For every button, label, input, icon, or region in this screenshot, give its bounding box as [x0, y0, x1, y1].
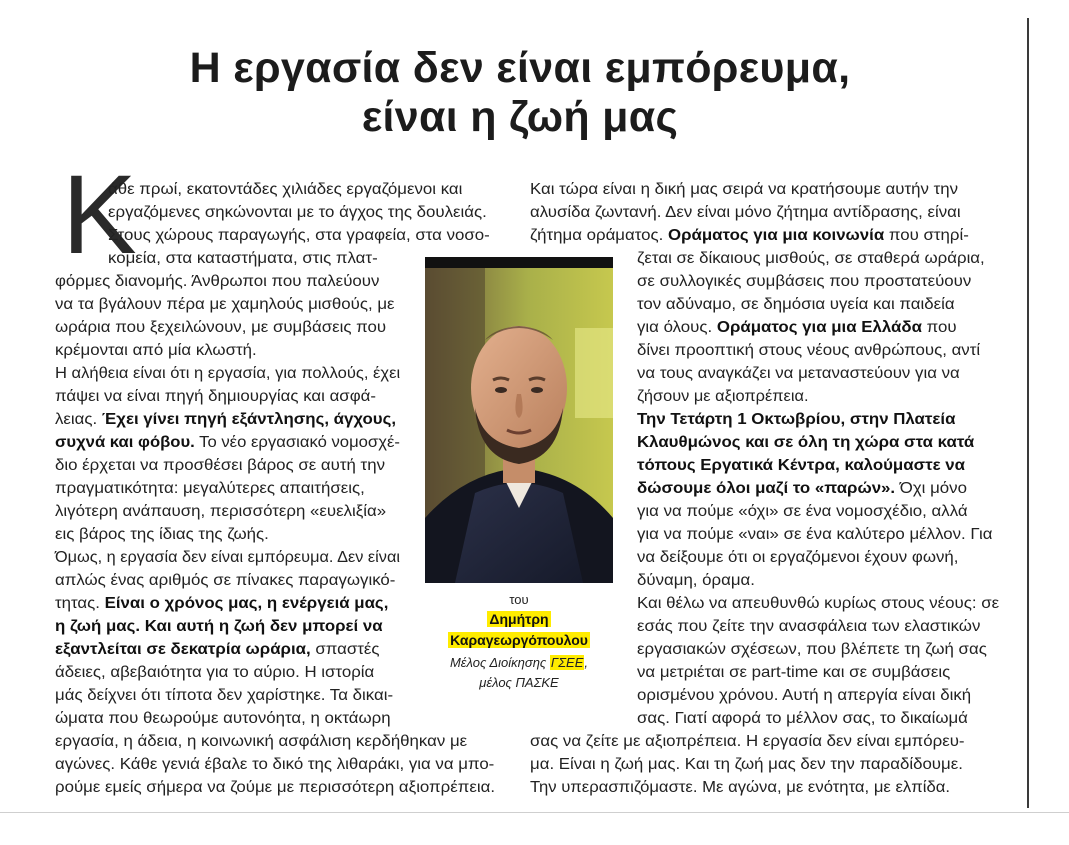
author-first-name: Δημήτρη	[489, 611, 549, 627]
text-line	[530, 226, 969, 246]
text-span: να τα βγάλουν πέρα με χαμηλούς μισθούς, με	[55, 296, 395, 313]
bold-text: Την Τετάρτη 1 Οκτωβρίου, στην Πλατεία	[637, 411, 956, 428]
text-line	[55, 755, 494, 775]
text-line	[55, 341, 257, 361]
bold-text: Κλαυθμώνος και σε όλη τη χώρα στα κατά	[637, 434, 975, 451]
text-line	[637, 318, 957, 338]
text-line	[637, 663, 950, 683]
author-role: Μέλος Διοίκησης ΓΣΕΕ,	[449, 655, 589, 670]
text-line	[637, 525, 992, 545]
text-line	[55, 617, 383, 637]
text-line	[108, 226, 490, 246]
text-span: Την υπερασπιζόμαστε. Με αγώνα, με ενότητα, με ελπίδα.	[530, 779, 950, 796]
text-line	[55, 433, 400, 453]
text-span: να τους αναγκάζει να μεταναστεύουν για να	[637, 365, 960, 382]
text-line	[55, 663, 374, 683]
author-affiliation: μέλος ΠΑΣΚΕ	[479, 675, 559, 690]
text-line	[55, 502, 386, 522]
text-line	[530, 755, 963, 775]
organization-name: ΓΣΕΕ	[550, 655, 584, 670]
text-line	[55, 571, 395, 591]
text-line	[55, 456, 385, 476]
text-span: για να πούμε «όχι» σε ένα νομοσχέδιο, αλλά	[637, 503, 968, 520]
text-line	[55, 295, 395, 315]
text-line	[55, 640, 380, 660]
text-span: Όχι μόνο	[895, 480, 967, 497]
headline-line-2: είναι η ζωή μας	[361, 93, 679, 141]
text-span: Και θέλω να απευθυνθώ κυρίως στους νέους: σε	[637, 595, 1000, 612]
bold-text: τόπους Εργατικά Κέντρα, καλούμαστε να	[637, 457, 966, 474]
text-span: μα. Είναι η ζωή μας. Και τη ζωή μας δεν την παραδίδουμε.	[530, 756, 963, 773]
text-span: σας. Γιατί αφορά το μέλλον σας, το δικαίωμά	[637, 710, 968, 727]
text-line	[55, 778, 495, 798]
text-span: εις βάρος της ίδιας της ζωής.	[55, 526, 269, 543]
text-line	[637, 594, 999, 614]
text-span: άθε πρωί, εκατοντάδες χιλιάδες εργαζόμενοι και	[108, 181, 463, 198]
text-span: που στηρί-	[884, 227, 969, 244]
text-line	[637, 272, 971, 292]
text-span: δίνει προοπτική στους νέους ανθρώπους, αντί	[637, 342, 981, 359]
text-line	[637, 249, 985, 269]
text-span: λειας.	[55, 411, 102, 428]
text-line	[637, 387, 808, 407]
text-line	[637, 640, 987, 660]
text-span: σας να ζείτε με αξιοπρέπεια. Η εργασία δεν είναι εμπόρευ-	[530, 733, 965, 750]
text-line	[55, 732, 467, 752]
headline-line-1: Η εργασία δεν είναι εμπόρευμα,	[189, 44, 851, 92]
text-line	[637, 456, 965, 476]
bold-text: Οράματος για μια κοινωνία	[668, 227, 885, 244]
text-span: πραγματικότητα: μεγαλύτερες απαιτήσεις,	[55, 480, 365, 497]
text-line	[55, 479, 365, 499]
article-headline	[40, 44, 1000, 142]
text-line	[530, 778, 950, 798]
text-line	[530, 732, 965, 752]
text-line	[55, 594, 388, 614]
text-span: τητας.	[55, 595, 105, 612]
text-line	[637, 686, 971, 706]
column-rule	[1027, 18, 1029, 808]
text-line	[637, 364, 960, 384]
author-photo	[425, 268, 613, 583]
text-line	[55, 709, 391, 729]
text-span: άδειες, αβεβαιότητα για το αύριο. Η ιστορία	[55, 664, 375, 681]
text-span: ρούμε εμείς σήμερα να ζούμε με περισσότερη αξιοπρέπεια.	[55, 779, 496, 796]
text-span: κομεία, στα καταστήματα, στις πλατ-	[108, 250, 378, 267]
page-bottom-rule	[0, 812, 1069, 813]
text-line	[108, 249, 378, 269]
text-line	[530, 203, 961, 223]
text-line	[637, 548, 958, 568]
text-span: να δείξουμε ότι οι εργαζόμενοι έχουν φωνή,	[637, 549, 959, 566]
text-line	[55, 686, 393, 706]
text-span: απλώς ένας αριθμός σε πίνακες παραγωγικό-	[55, 572, 396, 589]
text-span: σπαστές	[310, 641, 380, 658]
bold-text: η ζωή μας. Και αυτή η ζωή δεν μπορεί να	[55, 618, 383, 635]
drop-cap: Κ	[62, 152, 137, 277]
text-span: εργασιακών σχέσεων, που βλέπετε τη ζωή σας	[637, 641, 987, 658]
text-line	[55, 548, 400, 568]
text-span: Το νέο εργασιακό νομοσχέ-	[194, 434, 400, 451]
text-span: εργασία, η άδεια, η κοινωνική ασφάλιση κερδήθηκαν με	[55, 733, 468, 750]
text-span: για να πούμε «ναι» σε ένα καλύτερο μέλλον. Για	[637, 526, 993, 543]
text-span: πάψει να είναι πηγή δημιουργίας και ασφά-	[55, 388, 376, 405]
text-span: δύναμη, όραμα.	[637, 572, 755, 589]
text-line	[530, 180, 958, 200]
text-line	[55, 318, 386, 338]
text-line	[637, 709, 968, 729]
bold-text: εξαντλείται σε δεκατρία ωράρια,	[55, 641, 311, 658]
text-line	[637, 341, 980, 361]
text-span: τον αδύναμο, σε δημόσια υγεία και παιδεία	[637, 296, 955, 313]
text-span: λιγότερη ανάπαυση, περισσότερη «ευελιξία»	[55, 503, 387, 520]
text-span: που	[921, 319, 957, 336]
text-span: ζήτημα οράματος.	[530, 227, 669, 244]
bold-text: Είναι ο χρόνος μας, η ενέργειά μας,	[104, 595, 389, 612]
text-line	[55, 272, 379, 292]
text-span: ζεται σε δίκαιους μισθούς, σε σταθερά ωράρια,	[637, 250, 985, 267]
text-span: Όμως, η εργασία δεν είναι εμπόρευμα. Δεν είναι	[55, 549, 401, 566]
text-line	[55, 525, 269, 545]
text-span: ώματα που θεωρούμε αυτονόητα, η οκτάωρη	[55, 710, 391, 727]
text-line	[637, 571, 755, 591]
text-line	[637, 502, 968, 522]
text-span: Στους χώρους παραγωγής, στα γραφεία, στα νοσο-	[108, 227, 490, 244]
text-line	[55, 387, 376, 407]
byline-label: του	[509, 592, 529, 607]
author-last-name: Καραγεωργόπουλου	[450, 632, 588, 648]
text-span: εσάς που ζείτε την ανασφάλεια των ελαστικών	[637, 618, 981, 635]
text-span: αγώνες. Κάθε γενιά έβαλε το δικό της λιθαράκι, για να μπο-	[55, 756, 495, 773]
text-line	[637, 479, 967, 499]
redaction-bar	[425, 257, 613, 268]
text-span: διο έρχεται να προσθέσει βάρος σε αυτή την	[55, 457, 386, 474]
text-span: κρέμονται από μία κλωστή.	[55, 342, 257, 359]
text-span: σε συλλογικές συμβάσεις που προστατεύουν	[637, 273, 972, 290]
bold-text: συχνά και φόβου.	[55, 434, 195, 451]
text-span: Και τώρα είναι η δική μας σειρά να κρατήσουμε αυτήν την	[530, 181, 959, 198]
text-line	[637, 433, 974, 453]
text-line	[108, 203, 487, 223]
text-span: να μετριέται σε part-time και σε συμβάσεις	[637, 664, 951, 681]
bold-text: δώσουμε όλοι μαζί το «παρών».	[637, 480, 896, 497]
bold-text: Έχει γίνει πηγή εξάντλησης, άγχους,	[101, 411, 397, 428]
text-span: φόρμες διανομής. Άνθρωποι που παλεύουν	[55, 273, 380, 290]
text-line	[637, 295, 955, 315]
text-line	[55, 410, 396, 430]
bold-text: Οράματος για μια Ελλάδα	[716, 319, 922, 336]
text-span: ζήσουν με αξιοπρέπεια.	[637, 388, 809, 405]
text-line	[637, 617, 980, 637]
text-line	[55, 364, 400, 384]
text-span: αλυσίδα ζωντανή. Δεν είναι μόνο ζήτημα αντίδρασης, είναι	[530, 204, 961, 221]
text-span: Η αλήθεια είναι ότι η εργασία, για πολλούς, έχει	[55, 365, 401, 382]
text-span: εργαζόμενες σηκώνονται με το άγχος της δουλειάς.	[108, 204, 487, 221]
text-line	[108, 180, 462, 200]
text-span: ορισμένου χρόνου. Αυτή η απεργία είναι δική	[637, 687, 972, 704]
text-span: ωράρια που ξεχειλώνουν, με συμβάσεις που	[55, 319, 387, 336]
text-span: μάς δείχνει ότι τίποτα δεν χαρίστηκε. Τα δικαι-	[55, 687, 394, 704]
text-line	[637, 410, 955, 430]
text-span: για όλους.	[637, 319, 717, 336]
